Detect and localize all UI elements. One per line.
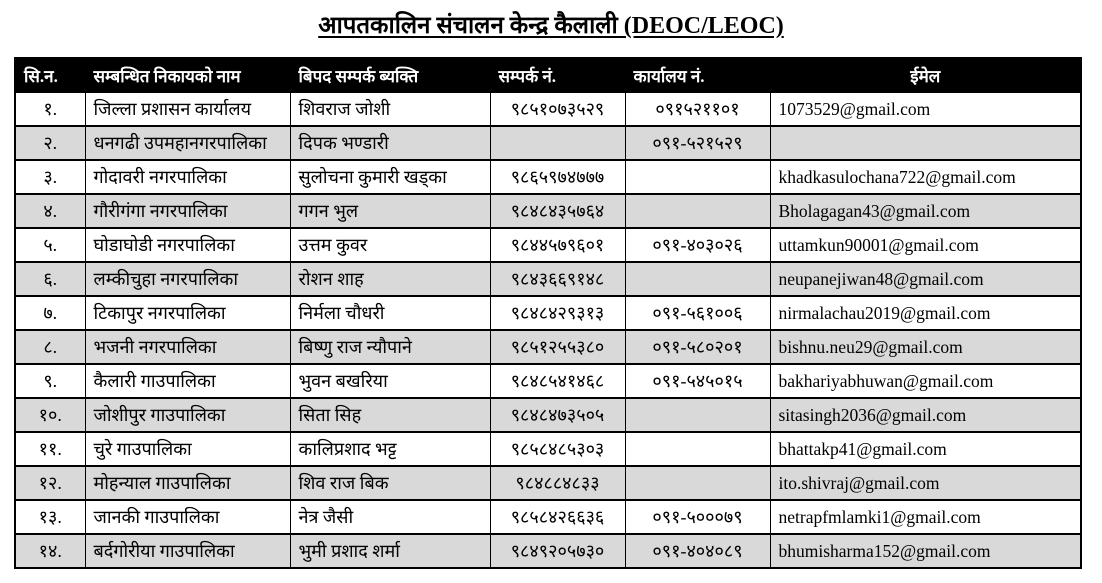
cell-agency-name: मोहन्याल गाउपालिका bbox=[85, 466, 290, 500]
cell-contact-person: उत्तम कुवर bbox=[290, 228, 490, 262]
cell-contact-number: ९८५८४२६६३६ bbox=[490, 500, 625, 534]
cell-office-number: ०९१-५८०२०१ bbox=[625, 330, 770, 364]
cell-office-number: ०९१-५४५०१५ bbox=[625, 364, 770, 398]
cell-email: netrapfmlamki1@gmail.com bbox=[770, 500, 1081, 534]
header-serial-number: सि.न. bbox=[15, 58, 85, 92]
table-body bbox=[15, 92, 1081, 568]
header-email: ईमेल bbox=[770, 58, 1081, 92]
cell-email: neupanejiwan48@gmail.com bbox=[770, 262, 1081, 296]
cell-serial-number: ७. bbox=[15, 296, 85, 330]
table-row bbox=[15, 330, 1081, 364]
table-row bbox=[15, 398, 1081, 432]
cell-office-number bbox=[625, 194, 770, 228]
cell-serial-number: ६. bbox=[15, 262, 85, 296]
cell-contact-number: ९८५८४८५३०३ bbox=[490, 432, 625, 466]
cell-agency-name: जोशीपुर गाउपालिका bbox=[85, 398, 290, 432]
header-agency-name: सम्बन्धित निकायको नाम bbox=[85, 58, 290, 92]
cell-contact-person: गगन भुल bbox=[290, 194, 490, 228]
cell-email: bhumisharma152@gmail.com bbox=[770, 534, 1081, 568]
cell-contact-number bbox=[490, 126, 625, 160]
cell-contact-person: सुलोचना कुमारी खड्का bbox=[290, 160, 490, 194]
cell-contact-number: ९८४४५७९६०१ bbox=[490, 228, 625, 262]
cell-office-number bbox=[625, 398, 770, 432]
cell-contact-number: ९८४८४३५७६४ bbox=[490, 194, 625, 228]
cell-email: uttamkun90001@gmail.com bbox=[770, 228, 1081, 262]
cell-serial-number: ३. bbox=[15, 160, 85, 194]
cell-contact-person: रोशन शाह bbox=[290, 262, 490, 296]
cell-contact-person: कालिप्रशाद भट्ट bbox=[290, 432, 490, 466]
table-row bbox=[15, 126, 1081, 160]
cell-agency-name: टिकापुर नगरपालिका bbox=[85, 296, 290, 330]
cell-email: khadkasulochana722@gmail.com bbox=[770, 160, 1081, 194]
cell-agency-name: चुरे गाउपालिका bbox=[85, 432, 290, 466]
table-row bbox=[15, 228, 1081, 262]
table-row bbox=[15, 92, 1081, 126]
cell-contact-number: ९८६५९७४७७७ bbox=[490, 160, 625, 194]
cell-office-number: ०९१-५६१००६ bbox=[625, 296, 770, 330]
cell-serial-number: ४. bbox=[15, 194, 85, 228]
cell-contact-person: शिवराज जोशी bbox=[290, 92, 490, 126]
cell-office-number: ०९१-५२१५२९ bbox=[625, 126, 770, 160]
cell-contact-person: शिव राज बिक bbox=[290, 466, 490, 500]
cell-contact-number: ९८४८८४८३३ bbox=[490, 466, 625, 500]
cell-contact-person: बिष्णु राज न्यौपाने bbox=[290, 330, 490, 364]
cell-serial-number: १. bbox=[15, 92, 85, 126]
cell-agency-name: लम्कीचुहा नगरपालिका bbox=[85, 262, 290, 296]
cell-serial-number: १०. bbox=[15, 398, 85, 432]
table-row bbox=[15, 432, 1081, 466]
cell-office-number: ०९१-४०३०२६ bbox=[625, 228, 770, 262]
cell-email bbox=[770, 126, 1081, 160]
cell-contact-person: दिपक भण्डारी bbox=[290, 126, 490, 160]
cell-serial-number: १३. bbox=[15, 500, 85, 534]
cell-agency-name: कैलारी गाउपालिका bbox=[85, 364, 290, 398]
cell-contact-number: ९८५१२५५३८० bbox=[490, 330, 625, 364]
table-row bbox=[15, 364, 1081, 398]
cell-contact-person: भुवन बखरिया bbox=[290, 364, 490, 398]
cell-serial-number: २. bbox=[15, 126, 85, 160]
cell-email: 1073529@gmail.com bbox=[770, 92, 1081, 126]
cell-serial-number: ९. bbox=[15, 364, 85, 398]
contacts-table bbox=[14, 57, 1082, 569]
table-row bbox=[15, 466, 1081, 500]
cell-contact-number: ९८४८४२९३१३ bbox=[490, 296, 625, 330]
cell-contact-number: ९८५१०७३५२९ bbox=[490, 92, 625, 126]
table-row bbox=[15, 262, 1081, 296]
table-row bbox=[15, 160, 1081, 194]
header-row bbox=[15, 58, 1081, 92]
cell-contact-number: ९८४३६६९१४८ bbox=[490, 262, 625, 296]
cell-agency-name: जानकी गाउपालिका bbox=[85, 500, 290, 534]
cell-office-number: ०९१-४०४०८९ bbox=[625, 534, 770, 568]
cell-contact-person: नेत्र जैसी bbox=[290, 500, 490, 534]
cell-office-number: ०९१-५०००७९ bbox=[625, 500, 770, 534]
cell-email: nirmalachau2019@gmail.com bbox=[770, 296, 1081, 330]
cell-email: bishnu.neu29@gmail.com bbox=[770, 330, 1081, 364]
cell-office-number bbox=[625, 432, 770, 466]
cell-email: bakhariyabhuwan@gmail.com bbox=[770, 364, 1081, 398]
table-row bbox=[15, 194, 1081, 228]
cell-office-number: ०९१५२११०१ bbox=[625, 92, 770, 126]
cell-serial-number: ५. bbox=[15, 228, 85, 262]
cell-contact-number: ९८४८५४१४६८ bbox=[490, 364, 625, 398]
cell-serial-number: १४. bbox=[15, 534, 85, 568]
cell-email: Bholagagan43@gmail.com bbox=[770, 194, 1081, 228]
header-contact-person: बिपद सम्पर्क ब्यक्ति bbox=[290, 58, 490, 92]
page-title bbox=[0, 8, 1102, 41]
cell-agency-name: भजनी नगरपालिका bbox=[85, 330, 290, 364]
cell-email: ito.shivraj@gmail.com bbox=[770, 466, 1081, 500]
table-row bbox=[15, 500, 1081, 534]
cell-contact-person: भुमी प्रशाद शर्मा bbox=[290, 534, 490, 568]
cell-agency-name: गौरीगंगा नगरपालिका bbox=[85, 194, 290, 228]
cell-serial-number: ८. bbox=[15, 330, 85, 364]
page-title-text: आपतकालिन संचालन केन्द्र कैलाली (DEOC/LEOC) bbox=[318, 13, 784, 39]
cell-contact-person: सिता सिह bbox=[290, 398, 490, 432]
header-contact-number: सम्पर्क नं. bbox=[490, 58, 625, 92]
cell-office-number bbox=[625, 160, 770, 194]
cell-serial-number: १२. bbox=[15, 466, 85, 500]
cell-agency-name: गोदावरी नगरपालिका bbox=[85, 160, 290, 194]
cell-office-number bbox=[625, 262, 770, 296]
cell-contact-number: ९८४८४७३५०५ bbox=[490, 398, 625, 432]
cell-contact-person: निर्मला चौधरी bbox=[290, 296, 490, 330]
cell-agency-name: घोडाघोडी नगरपालिका bbox=[85, 228, 290, 262]
cell-email: bhattakp41@gmail.com bbox=[770, 432, 1081, 466]
cell-agency-name: बर्दगोरीया गाउपालिका bbox=[85, 534, 290, 568]
cell-contact-number: ९८४९२०५७३० bbox=[490, 534, 625, 568]
table-row bbox=[15, 534, 1081, 568]
cell-office-number bbox=[625, 466, 770, 500]
cell-email: sitasingh2036@gmail.com bbox=[770, 398, 1081, 432]
cell-serial-number: ११. bbox=[15, 432, 85, 466]
table-row bbox=[15, 296, 1081, 330]
header-office-number: कार्यालय नं. bbox=[625, 58, 770, 92]
cell-agency-name: जिल्ला प्रशासन कार्यालय bbox=[85, 92, 290, 126]
cell-agency-name: धनगढी उपमहानगरपालिका bbox=[85, 126, 290, 160]
